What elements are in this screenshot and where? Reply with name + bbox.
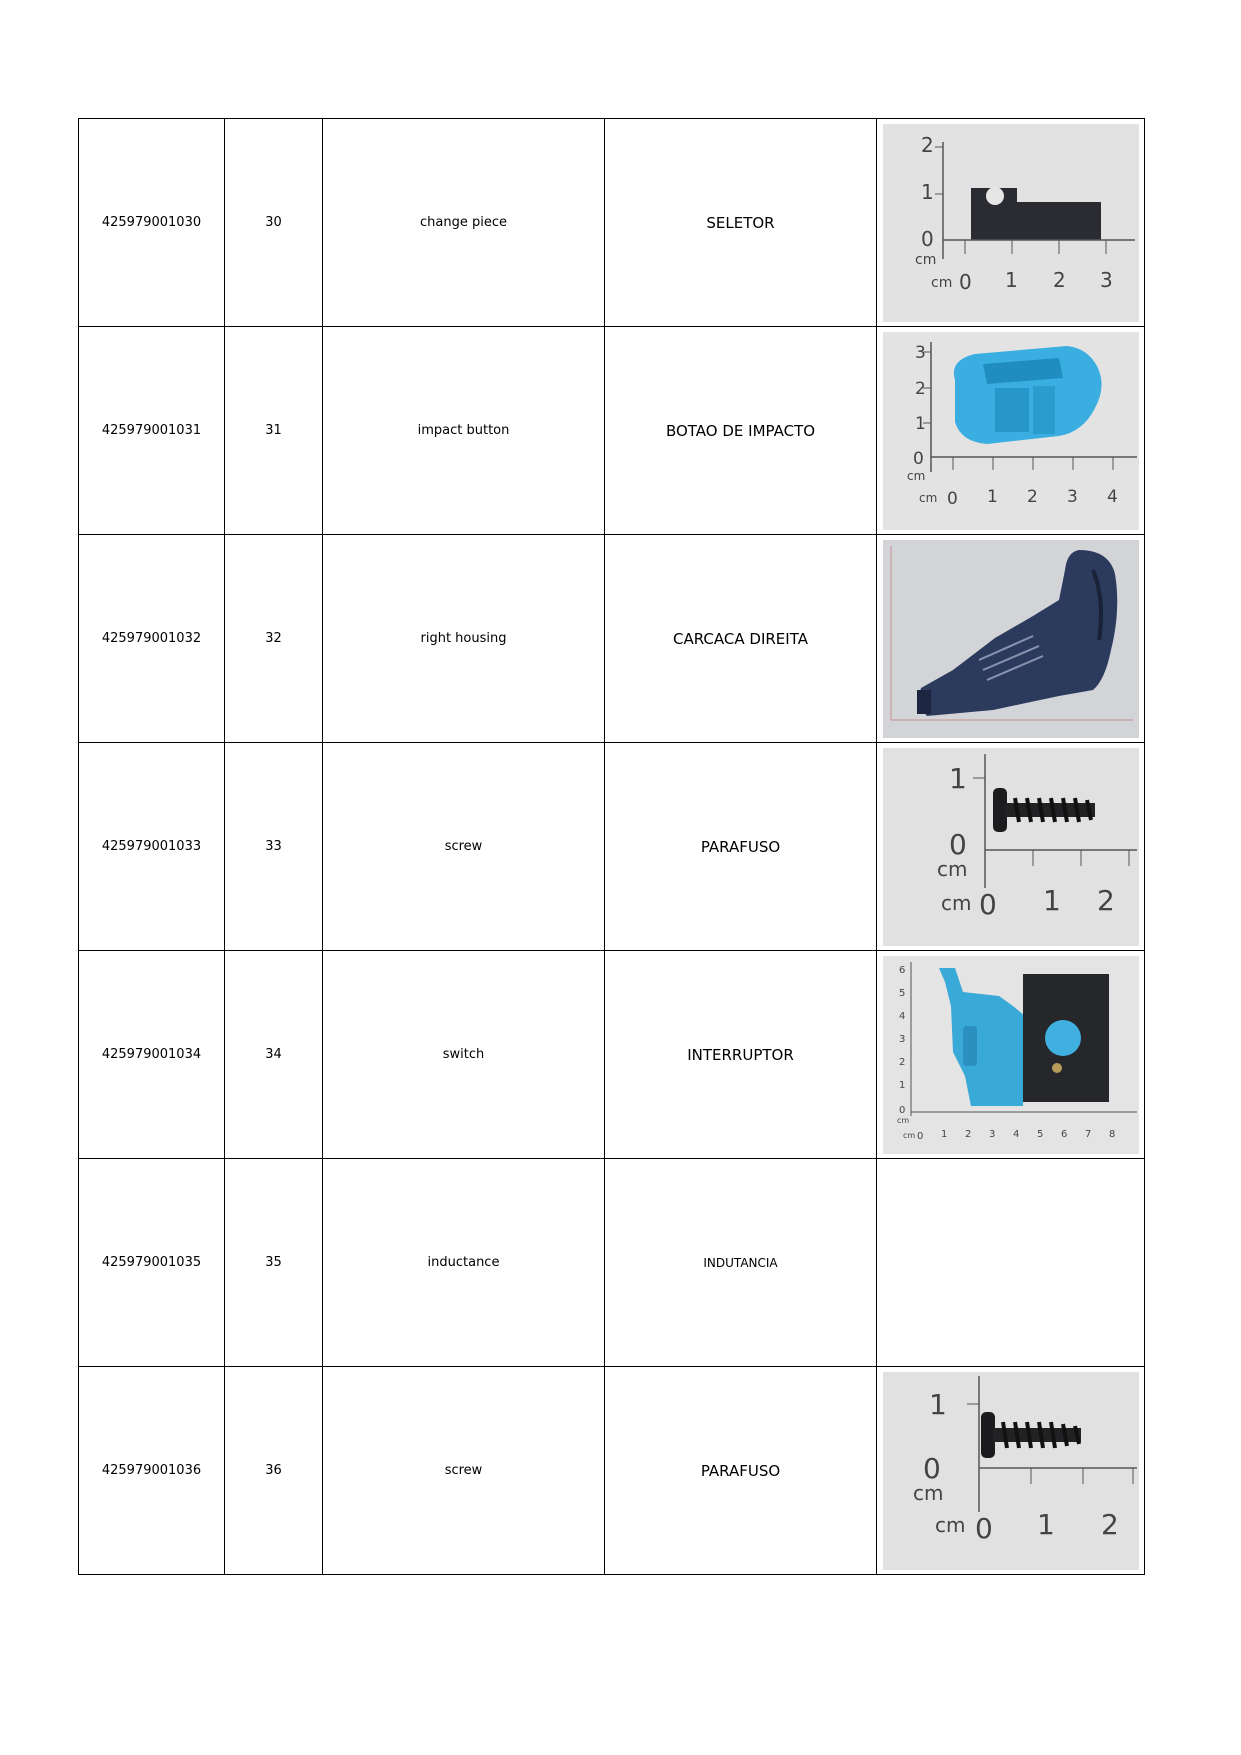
scale-label: 2: [1052, 267, 1066, 292]
scale-label: 0: [946, 488, 958, 509]
scale-label: 4: [1106, 486, 1118, 507]
scale-label: 1: [914, 413, 926, 434]
scale-label: 1: [948, 761, 967, 795]
scale-unit-label: cm: [912, 1480, 943, 1505]
image-cell: [877, 327, 1145, 535]
scale-label: 3: [914, 342, 926, 363]
scale-label: 6: [898, 964, 905, 976]
scale-label: 2: [1100, 1507, 1119, 1541]
portuguese-name-cell: CARCACA DIREITA: [605, 535, 877, 743]
image-cell: [877, 119, 1145, 327]
selector-plate-photo: [883, 124, 1139, 322]
switch-photo: [883, 956, 1139, 1154]
scale-label: 0: [958, 269, 972, 294]
scale-label: 8: [1108, 1128, 1115, 1140]
part-number-cell: 425979001036: [79, 1367, 225, 1575]
part-number-cell: 425979001032: [79, 535, 225, 743]
portuguese-name-cell: INTERRUPTOR: [605, 951, 877, 1159]
scale-unit-label: cm: [918, 490, 937, 505]
table-row: [79, 743, 1145, 951]
scale-label: 1: [1036, 1507, 1055, 1541]
english-name-cell: change piece: [323, 119, 605, 327]
scale-label: 5: [1036, 1128, 1043, 1140]
portuguese-name-cell: BOTAO DE IMPACTO: [605, 327, 877, 535]
scale-label: 1: [986, 486, 998, 507]
part-number-cell: 425979001034: [79, 951, 225, 1159]
scale-label: 0: [898, 1104, 905, 1116]
portuguese-name-cell: PARAFUSO: [605, 743, 877, 951]
scale-label: 1: [1042, 883, 1061, 917]
part-number-cell: 425979001033: [79, 743, 225, 951]
scale-label: 2: [964, 1128, 971, 1140]
position-cell: 35: [225, 1159, 323, 1367]
portuguese-name-cell: SELETOR: [605, 119, 877, 327]
scale-label: 0: [948, 827, 967, 861]
part-number-cell: 425979001030: [79, 119, 225, 327]
scale-label: 0: [922, 1451, 941, 1485]
english-name-cell: impact button: [323, 327, 605, 535]
english-name-cell: switch: [323, 951, 605, 1159]
portuguese-name-cell: PARAFUSO: [605, 1367, 877, 1575]
scale-unit-label: cm: [930, 274, 952, 291]
position-cell: 34: [225, 951, 323, 1159]
scale-label: 0: [978, 887, 997, 921]
scale-unit-label: cm: [940, 890, 971, 915]
scale-label: 1: [1004, 267, 1018, 292]
table-row: [79, 327, 1145, 535]
screw-photo: [883, 1372, 1139, 1570]
scale-label: 1: [940, 1128, 947, 1140]
image-cell-empty: [877, 1159, 1145, 1367]
scale-label: 6: [1060, 1128, 1067, 1140]
table-row: [79, 1159, 1145, 1367]
image-cell: [877, 743, 1145, 951]
right-housing-photo: [883, 540, 1139, 738]
scale-unit-label: cm: [896, 1115, 909, 1125]
scale-unit-label: cm: [936, 856, 967, 881]
position-cell: 31: [225, 327, 323, 535]
scale-unit-label: cm: [914, 251, 936, 268]
scale-label: 7: [1084, 1128, 1091, 1140]
table-row: [79, 951, 1145, 1159]
scale-label: 2: [898, 1056, 905, 1068]
scale-label: 0: [912, 448, 924, 469]
scale-label: 4: [898, 1010, 905, 1022]
scale-label: 5: [898, 987, 905, 999]
scale-label: 1: [898, 1079, 905, 1091]
parts-table: [78, 118, 1145, 1575]
part-number-cell: 425979001031: [79, 327, 225, 535]
english-name-cell: screw: [323, 1367, 605, 1575]
position-cell: 30: [225, 119, 323, 327]
english-name-cell: right housing: [323, 535, 605, 743]
scale-label: 1: [920, 179, 934, 204]
image-cell: [877, 535, 1145, 743]
scale-unit-label: cm: [934, 1512, 965, 1537]
scale-label: 2: [1026, 486, 1038, 507]
scale-label: 2: [914, 378, 926, 399]
position-cell: 33: [225, 743, 323, 951]
scale-unit-label: cm: [902, 1130, 915, 1140]
position-cell: 32: [225, 535, 323, 743]
portuguese-name-cell: INDUTANCIA: [605, 1159, 877, 1367]
scale-label: 2: [920, 132, 934, 157]
table-row: [79, 535, 1145, 743]
scale-label: 0: [916, 1130, 923, 1142]
scale-label: 4: [1012, 1128, 1019, 1140]
image-cell: [877, 951, 1145, 1159]
scale-label: 2: [1096, 883, 1115, 917]
scale-unit-label: cm: [906, 468, 925, 483]
english-name-cell: screw: [323, 743, 605, 951]
scale-label: 0: [920, 226, 934, 251]
part-number-cell: 425979001035: [79, 1159, 225, 1367]
scale-label: 1: [928, 1387, 947, 1421]
scale-label: 0: [974, 1511, 993, 1545]
english-name-cell: inductance: [323, 1159, 605, 1367]
table-row: [79, 119, 1145, 327]
scale-label: 3: [988, 1128, 995, 1140]
position-cell: 36: [225, 1367, 323, 1575]
scale-label: 3: [1066, 486, 1078, 507]
scale-label: 3: [898, 1033, 905, 1045]
image-cell: [877, 1367, 1145, 1575]
impact-button-photo: [883, 332, 1139, 530]
screw-photo: [883, 748, 1139, 946]
scale-label: 3: [1099, 267, 1113, 292]
table-row: [79, 1367, 1145, 1575]
